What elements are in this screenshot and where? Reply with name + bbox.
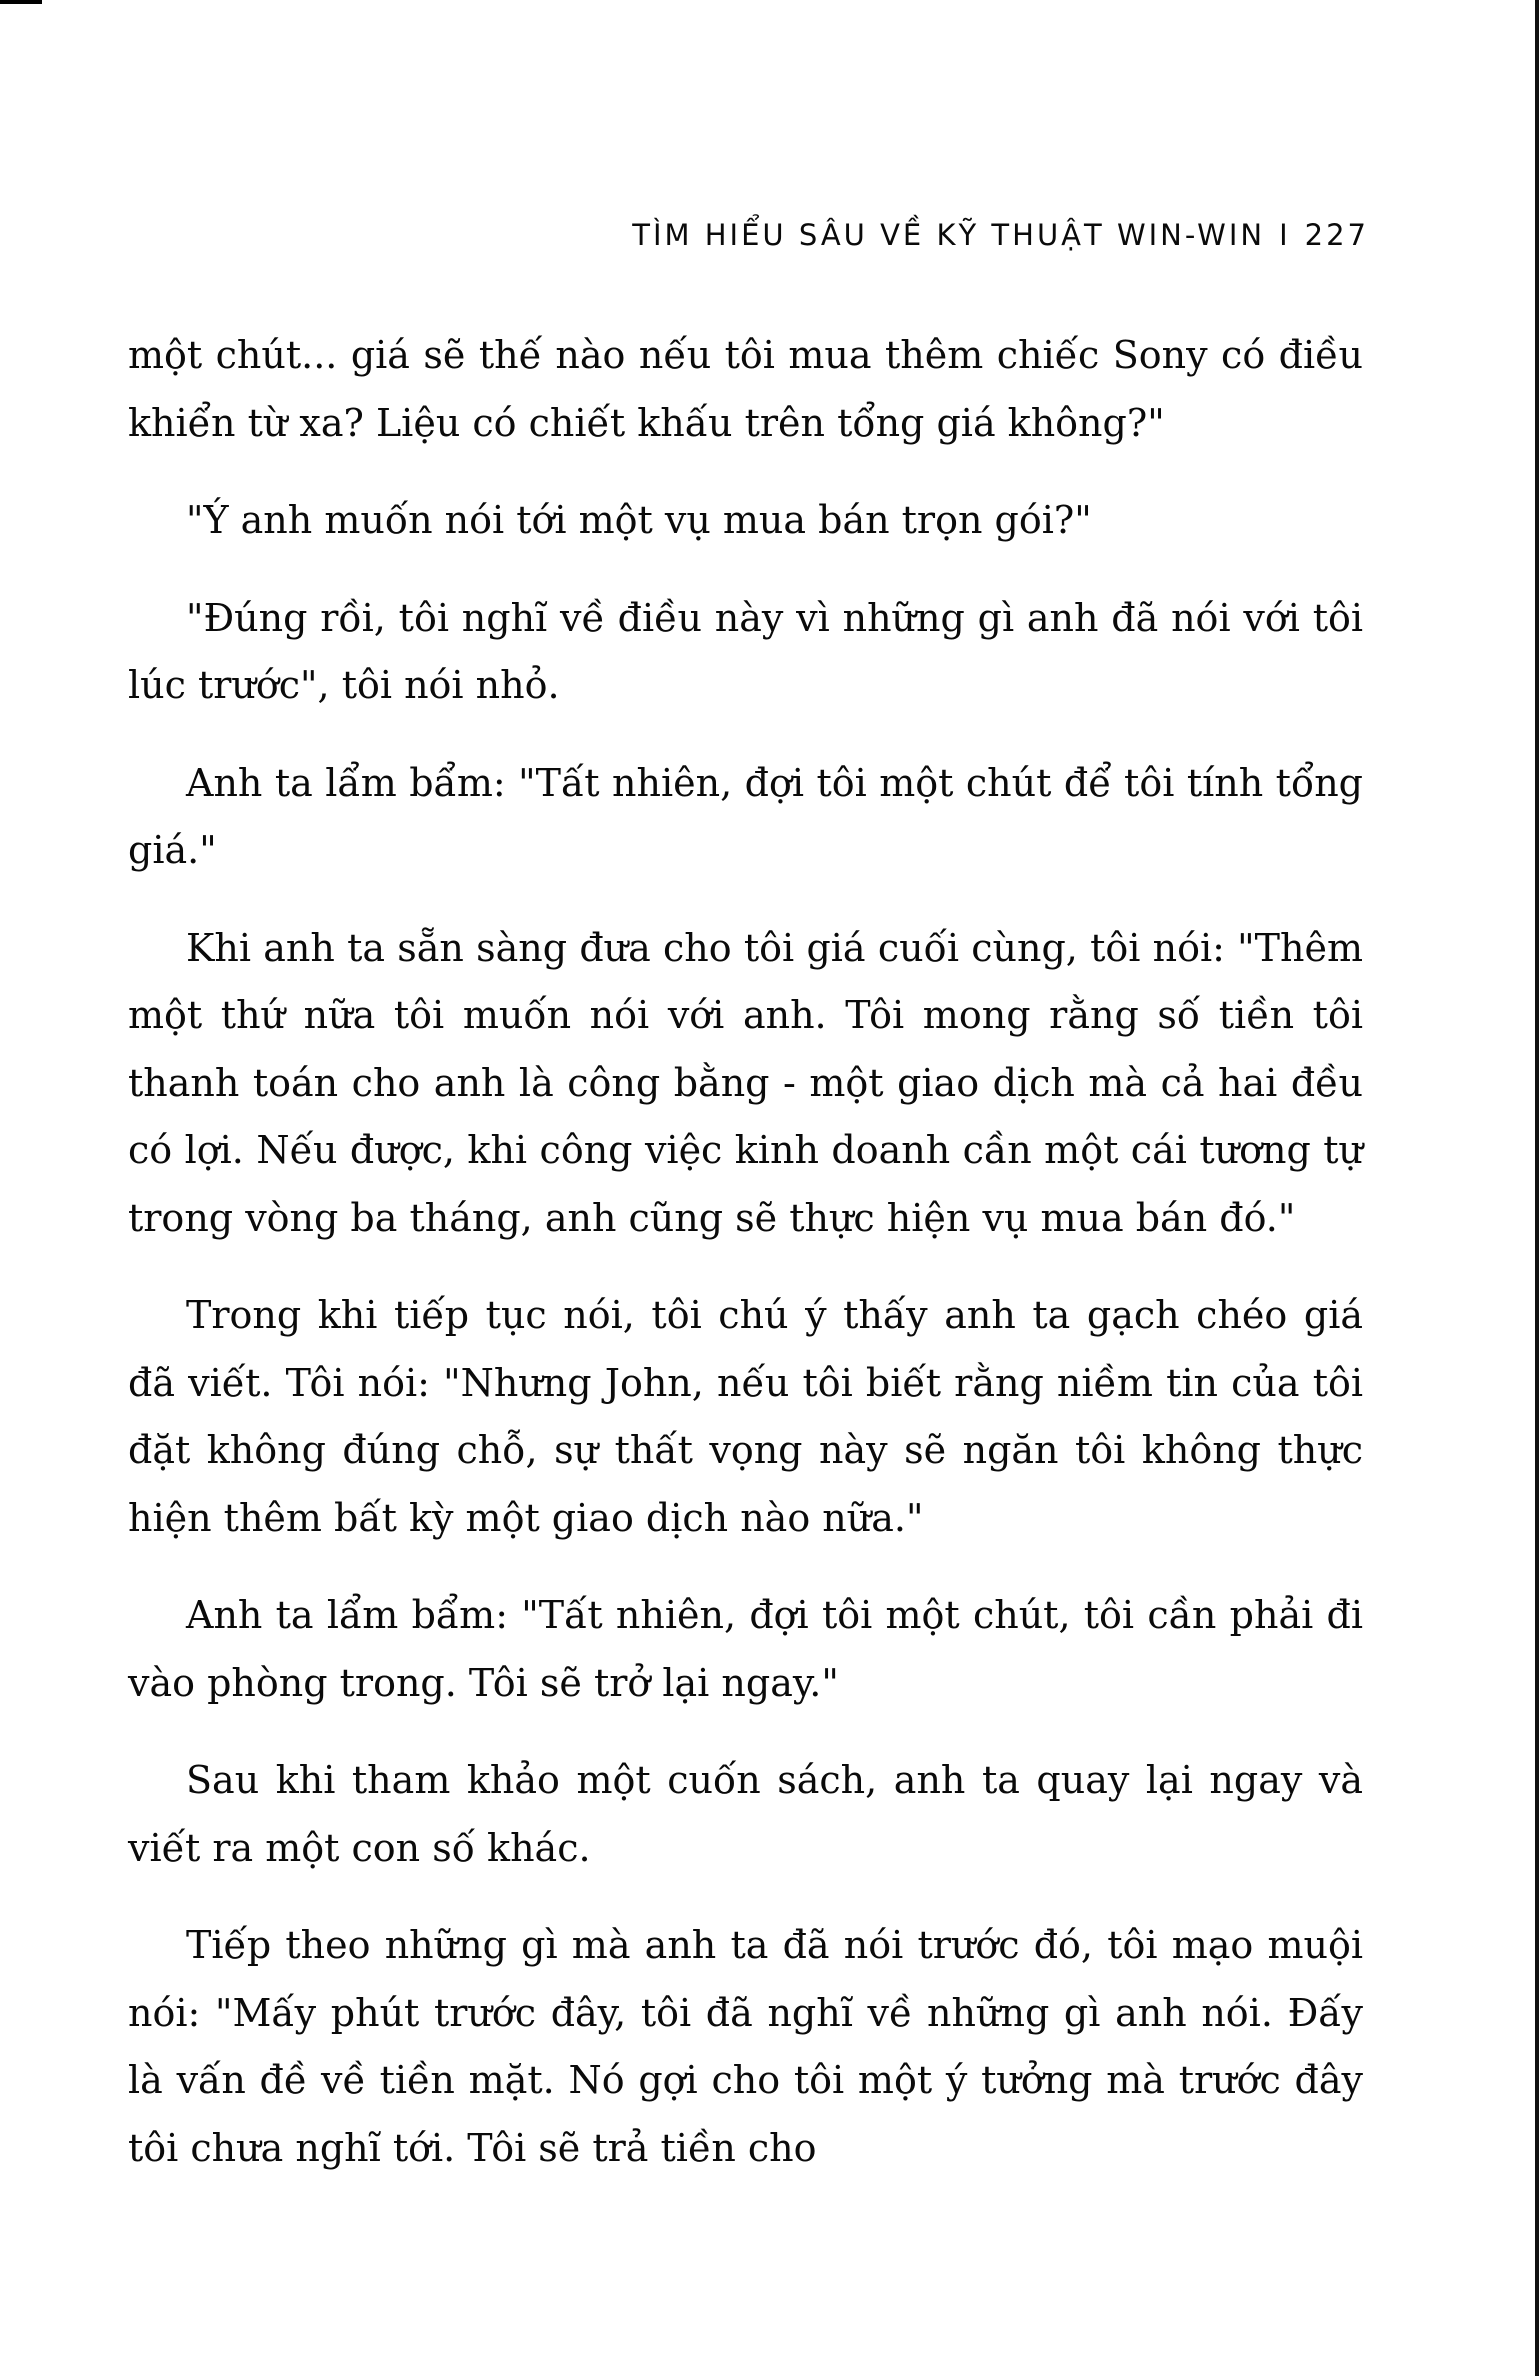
paragraph: Anh ta lẩm bẩm: "Tất nhiên, đợi tôi một chút, tôi cần phải đi vào phòng trong. Tôi sẽ trở lại ngay." <box>128 1593 1363 1705</box>
header-separator: I <box>1279 218 1291 252</box>
page-body <box>128 322 1363 2212</box>
paragraph: Anh ta lẩm bẩm: "Tất nhiên, đợi tôi một chút để tôi tính tổng giá." <box>128 760 1363 872</box>
paragraph: "Đúng rồi, tôi nghĩ về điều này vì những gì anh đã nói với tôi lúc trước", tôi nói nhỏ. <box>128 595 1363 707</box>
paragraph: Tiếp theo những gì mà anh ta đã nói trước đó, tôi mạo muội nói: "Mấy phút trước đây, tôi đã nghĩ về những gì anh nói. Đấy là vấn đề về tiền mặt. Nó gợi cho tôi một ý tưởng mà trước đây tôi chưa nghĩ tới. Tôi sẽ trả tiền cho <box>128 1923 1363 2170</box>
page-number: 227 <box>1304 218 1369 252</box>
running-header <box>120 218 1369 252</box>
paragraph: Trong khi tiếp tục nói, tôi chú ý thấy anh ta gạch chéo giá đã viết. Tôi nói: "Nhưng John, nếu tôi biết rằng niềm tin của tôi đặt không đúng chỗ, sự thất vọng này sẽ ngăn tôi không thực hiện thêm bất kỳ một giao dịch nào nữa." <box>128 1293 1363 1540</box>
paragraph: Khi anh ta sẵn sàng đưa cho tôi giá cuối cùng, tôi nói: "Thêm một thứ nữa tôi muốn nói với anh. Tôi mong rằng số tiền tôi thanh toán cho anh là công bằng - một giao dịch mà cả hai đều có lợi. Nếu được, khi công việc kinh doanh cần một cái tương tự trong vòng ba tháng, anh cũng sẽ thực hiện vụ mua bán đó." <box>128 925 1363 1240</box>
paragraph-continuation: một chút... giá sẽ thế nào nếu tôi mua thêm chiếc Sony có điều khiển từ xa? Liệu có chiết khấu trên tổng giá không?" <box>128 333 1363 445</box>
scan-edge-line <box>1535 0 1539 2376</box>
scan-corner-mark <box>0 0 42 4</box>
paragraph: "Ý anh muốn nói tới một vụ mua bán trọn gói?" <box>186 498 1092 542</box>
paragraph: Sau khi tham khảo một cuốn sách, anh ta quay lại ngay và viết ra một con số khác. <box>128 1758 1363 1870</box>
chapter-title: TÌM HIỂU SÂU VỀ KỸ THUẬT WIN-WIN <box>632 218 1266 252</box>
